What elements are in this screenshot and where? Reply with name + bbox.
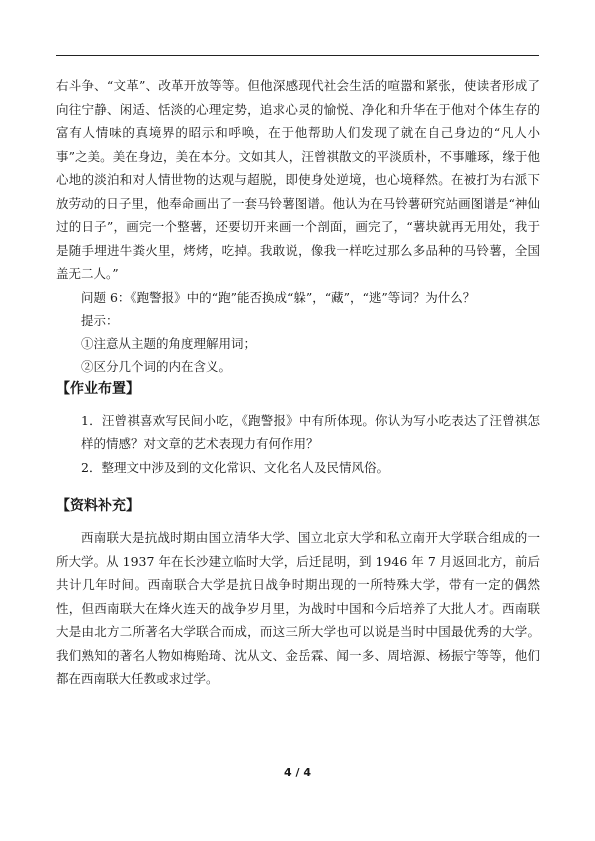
supplement-paragraph: 西南联大是抗战时期由国立清华大学、国立北京大学和私立南开大学联合组成的一所大学。从 1937 年在长沙建立临时大学，后迁昆明，到 1946 年 7 月返回北方，前后共计几年时间。西南联合大学是抗日战争时期出现的一所特殊大学，带有一定的偶然性，但西南联大在烽火连天的战争岁月里，为战时中国和今后培养了大批人才。西南联大是由北方二所著名大学联合而成，而这三所大学也可以说是当时中国最优秀的大学。我们熟知的著名人物如梅贻琦、沈从文、金岳霖、闻一多、周培源、杨振宁等等，他们都在西南联大任教或求过学。 (56, 530, 540, 686)
hint-label: 提示： (81, 312, 119, 328)
homework-heading: 【作业布置】 (56, 380, 140, 397)
header-rule (56, 55, 539, 56)
spacer (56, 401, 540, 409)
question-6: 问题 6：《跑警报》中的“跑”能否换成“躲”，“藏”，“逃”等词？为什么？ (81, 289, 476, 305)
supplement-heading: 【资料补充】 (56, 498, 140, 514)
homework-item-2: 2．整理文中涉及到的文化常识、文化名人及民情风俗。 (81, 459, 389, 475)
spacer (56, 518, 540, 526)
page-content (56, 74, 540, 691)
homework-item-1: 1．汪曾祺喜欢写民间小吃，《跑警报》中有所体现。你认为写小吃表达了汪曾祺怎样的情感？对文章的艺术表现力有何作用？ (81, 412, 540, 451)
hint-1: ①注意从主题的角度理解用词； (81, 335, 257, 351)
spacer (56, 479, 540, 495)
page-number: 4 / 4 (284, 766, 311, 779)
intro-paragraph: 右斗争、“文革”、改革开放等等。但他深感现代社会生活的喧嚣和紧张，使读者形成了向往宁静、闲适、恬淡的心理定势，追求心灵的愉悦、净化和升华在于他对个体生存的富有人情味的真境界的昭示和呼唤，在于他帮助人们发现了就在自己身边的“凡人小事”之美。美在身边，美在本分。文如其人，汪曾祺散文的平淡质朴，不事雕琢，缘于他心地的淡泊和对人情世物的达观与超脱，即使身处逆境，也心境释然。在被打为右派下放劳动的日子里，他奉命画出了一套马铃薯图谱。他认为在马铃薯研究站画图谱是“神仙过的日子”，画完一个整薯，还要切开来画一个剖面，画完了，“薯块就再无用处，我于是随手埋进牛粪火里，烤烤，吃掉。我敢说，像我一样吃过那么多品种的马铃薯，全国盖无二人。” (56, 78, 540, 281)
hint-2: ②区分几个词的内在含义。 (81, 358, 232, 374)
